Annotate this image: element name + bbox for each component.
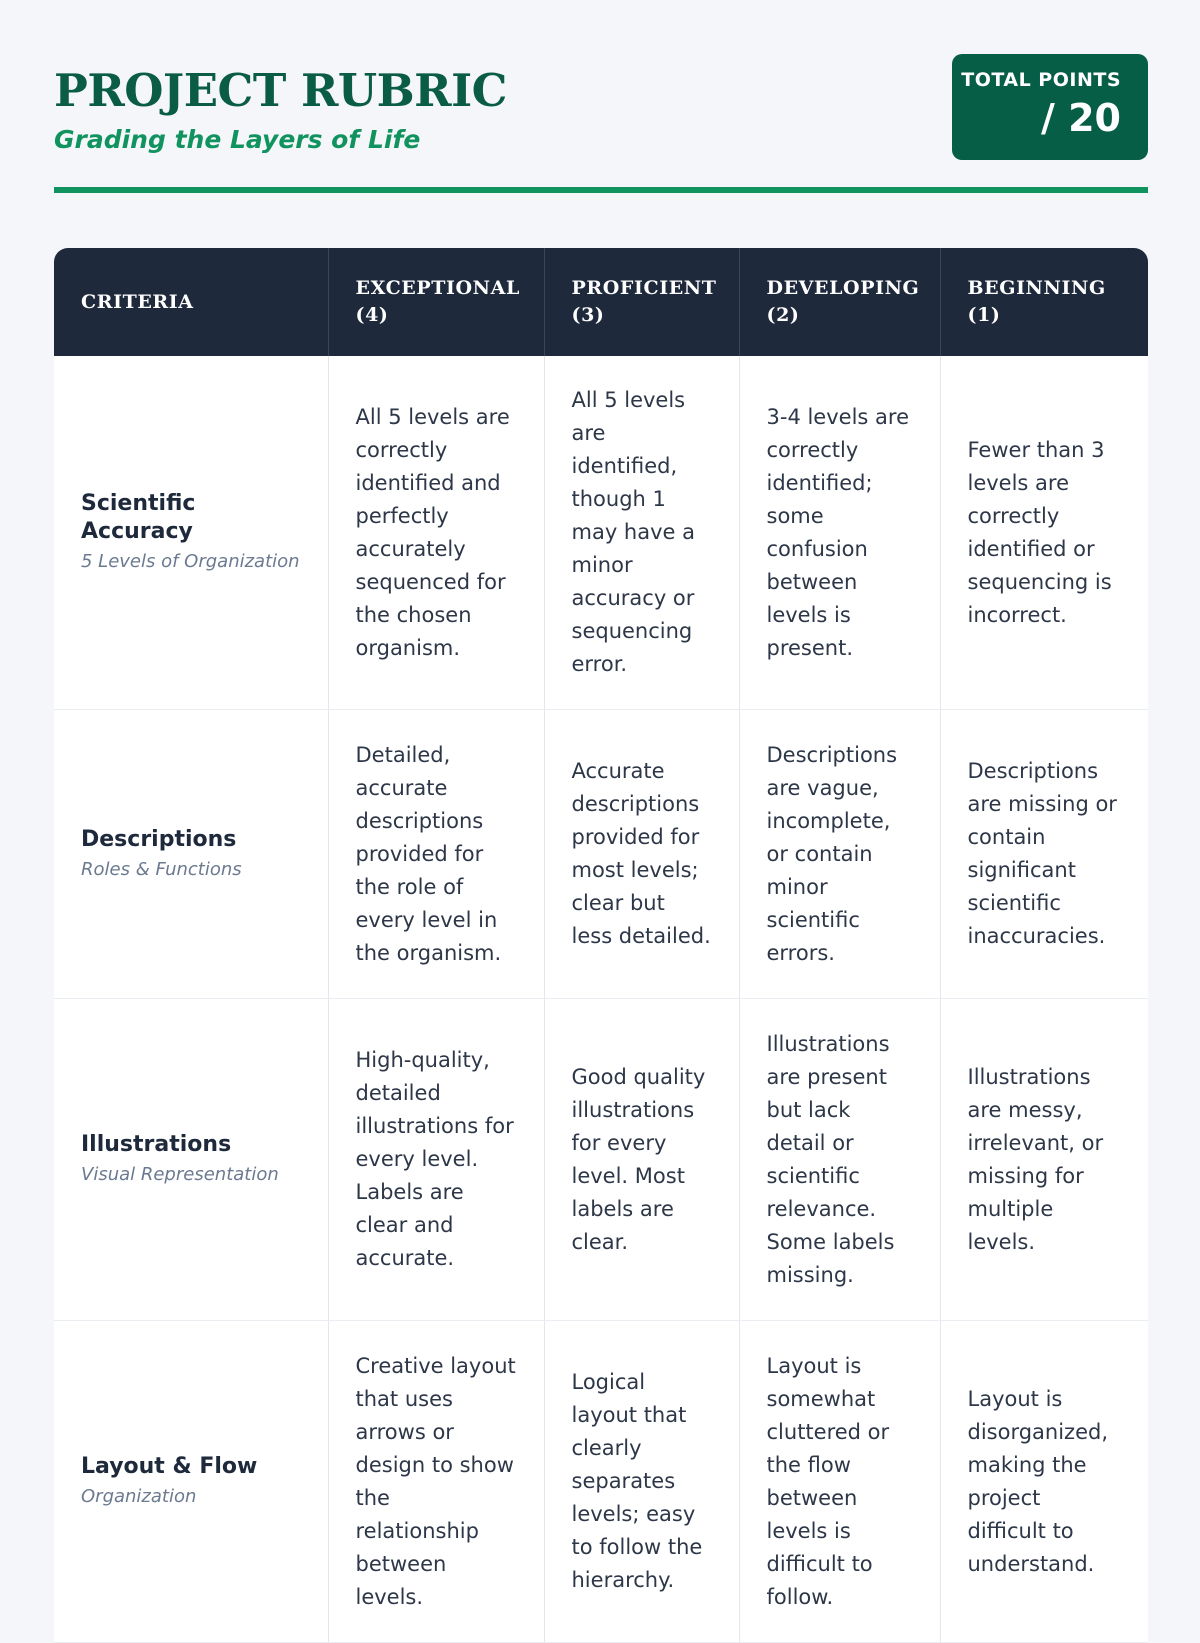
table-cell-beginning: Fewer than 3 levels are correctly identified or sequencing is incorrect. — [940, 356, 1148, 710]
criteria-cell — [54, 999, 328, 1321]
table-row — [54, 356, 1148, 710]
rubric-table — [54, 248, 1148, 1643]
table-cell-developing: Layout is somewhat cluttered or the flow between levels is difficult to follow. — [739, 1321, 940, 1643]
header-row — [54, 248, 1148, 356]
table-cell-exceptional: All 5 levels are correctly identified and perfectly accurately sequenced for the chosen organism. — [328, 356, 544, 710]
table-cell-proficient: Accurate descriptions provided for most levels; clear but less detailed. — [544, 710, 739, 999]
criteria-name: Descriptions — [81, 826, 237, 852]
rubric-page — [54, 0, 1148, 1609]
table-cell-beginning: Layout is disorganized, making the project difficult to understand. — [940, 1321, 1148, 1643]
rubric-header — [54, 0, 1148, 194]
table-cell-exceptional: Detailed, accurate descriptions provided for the role of every level in the organism. — [328, 710, 544, 999]
criteria-cell — [54, 356, 328, 710]
column-header-developing: DEVELOPING (2) — [739, 248, 940, 356]
rubric-table-container — [54, 248, 1148, 1643]
table-cell-proficient: Logical layout that clearly separates levels; easy to follow the hierarchy. — [544, 1321, 739, 1643]
page-title: PROJECT RUBRIC — [54, 64, 507, 117]
total-points-value: / 20 — [1041, 96, 1121, 140]
rubric-table-body — [54, 356, 1148, 1643]
table-row — [54, 999, 1148, 1321]
header-divider — [54, 187, 1148, 193]
table-cell-proficient: Good quality illustrations for every level. Most labels are clear. — [544, 999, 739, 1321]
criteria-subtitle: Visual Representation — [81, 1164, 279, 1185]
criteria-cell — [54, 710, 328, 999]
criteria-cell — [54, 1321, 328, 1643]
column-header-criteria: CRITERIA — [54, 248, 328, 356]
total-points-label: TOTAL POINTS — [961, 69, 1121, 91]
page-subtitle: Grading the Layers of Life — [54, 125, 421, 154]
table-cell-exceptional: High-quality, detailed illustrations for every level. Labels are clear and accurate. — [328, 999, 544, 1321]
criteria-subtitle: Roles & Functions — [81, 858, 242, 880]
column-header-proficient: PROFICIENT (3) — [544, 248, 739, 356]
table-cell-proficient: All 5 levels are identified, though 1 may have a minor accuracy or sequencing error. — [544, 356, 739, 710]
criteria-name: Layout & Flow — [81, 1454, 258, 1479]
table-cell-developing: Illustrations are present but lack detail or scientific relevance. Some labels missing. — [739, 999, 940, 1321]
table-row — [54, 1321, 1148, 1643]
criteria-subtitle: 5 Levels of Organization — [81, 551, 300, 572]
column-header-beginning: BEGINNING (1) — [940, 248, 1148, 356]
table-cell-beginning: Descriptions are missing or contain significant scientific inaccuracies. — [940, 710, 1148, 999]
table-cell-developing: 3-4 levels are correctly identified; some confusion between levels is present. — [739, 356, 940, 710]
criteria-name: Illustrations — [81, 1132, 232, 1157]
criteria-name: Scientific Accuracy — [81, 491, 196, 544]
table-cell-beginning: Illustrations are messy, irrelevant, or missing for multiple levels. — [940, 999, 1148, 1321]
table-row — [54, 710, 1148, 999]
rubric-table-header — [54, 248, 1148, 356]
total-points-badge — [952, 54, 1148, 160]
table-cell-developing: Descriptions are vague, incomplete, or contain minor scientific errors. — [739, 710, 940, 999]
column-header-exceptional: EXCEPTIONAL (4) — [328, 248, 544, 356]
table-cell-exceptional: Creative layout that uses arrows or design to show the relationship between levels. — [328, 1321, 544, 1643]
criteria-subtitle: Organization — [81, 1486, 197, 1507]
